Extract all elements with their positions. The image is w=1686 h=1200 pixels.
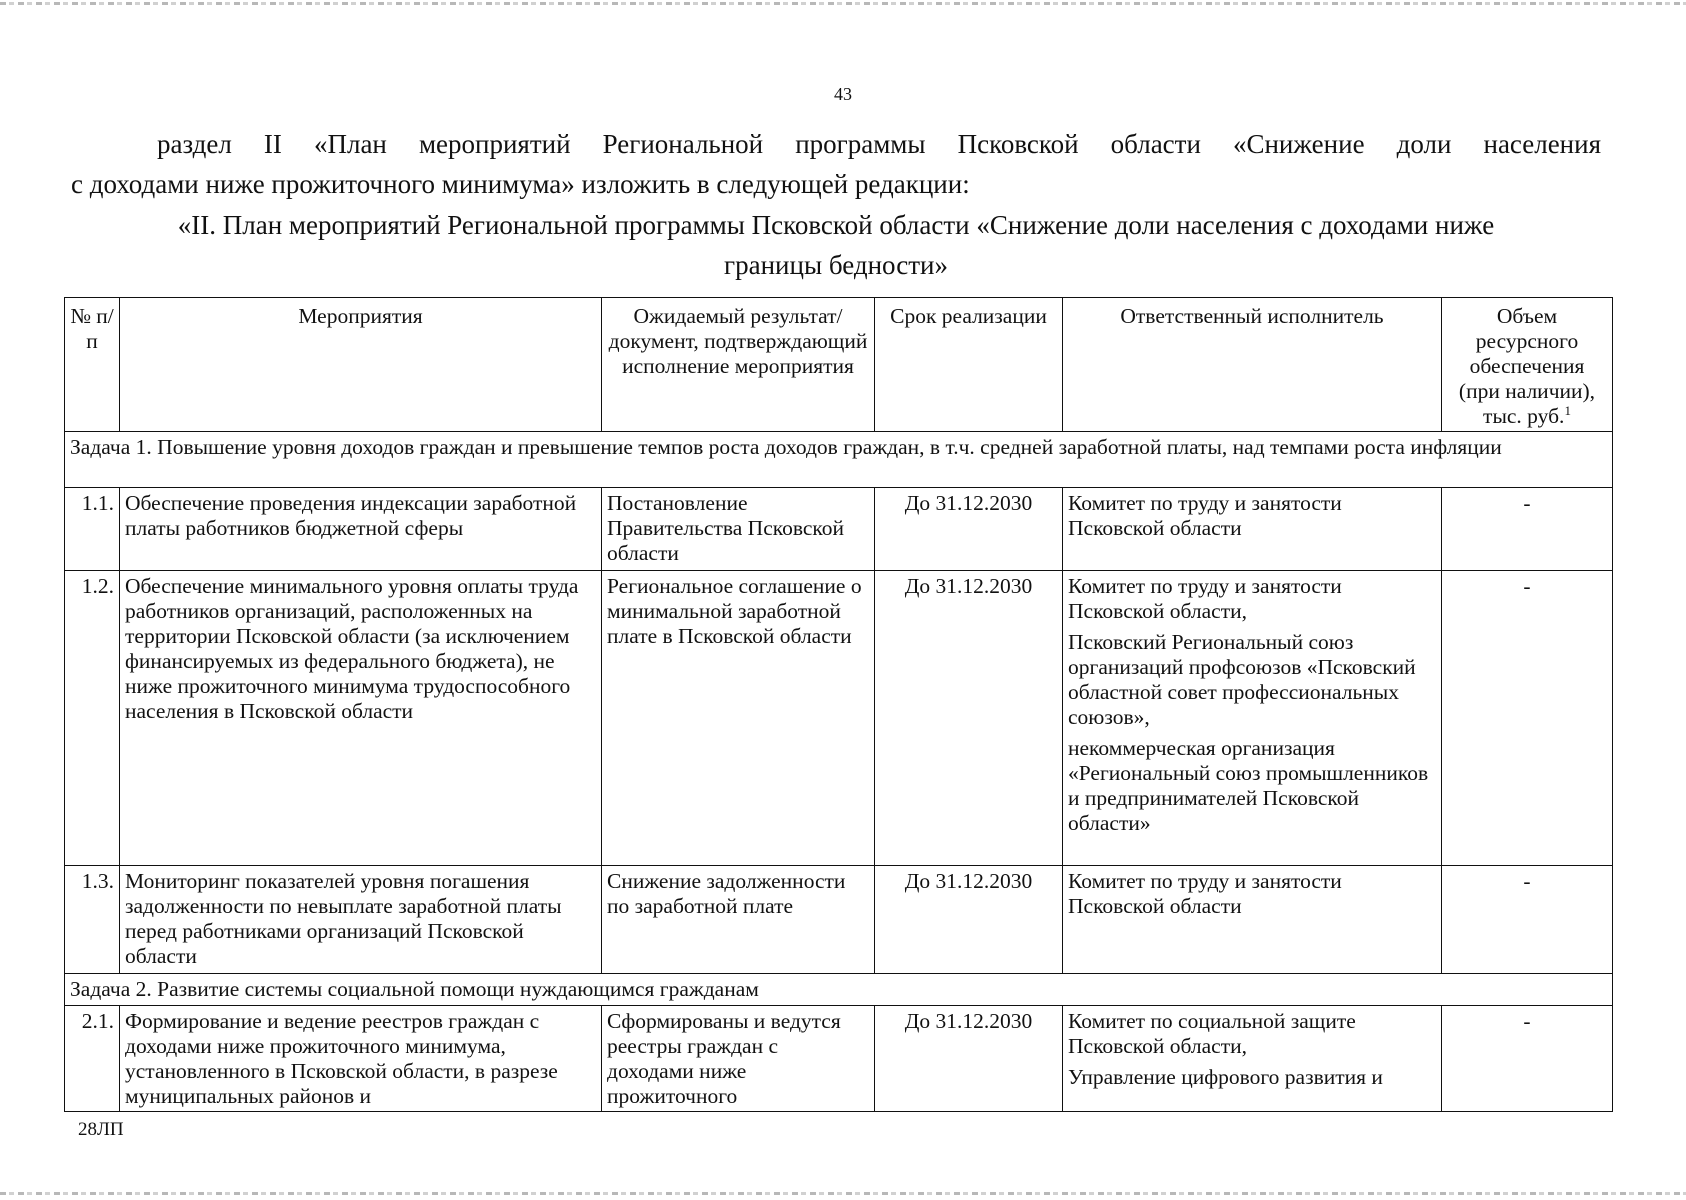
row-resources: - — [1442, 866, 1613, 974]
row-num: 2.1. — [65, 1006, 120, 1112]
header-result: Ожидаемый результат/документ, подтверждающий исполнение мероприятия — [602, 298, 875, 432]
table-row — [65, 571, 1613, 866]
activities-table — [64, 297, 1613, 1112]
scan-edge-bottom — [0, 1192, 1686, 1195]
executor-part: Комитет по социальной защите Псковской области, — [1068, 1009, 1356, 1058]
heading-line-2: границы бедности» — [724, 250, 948, 280]
row-resources: - — [1442, 488, 1613, 571]
task-row-1 — [65, 432, 1613, 488]
intro-paragraph — [71, 124, 1601, 204]
executor-part: Комитет по труду и занятости Псковской области — [1068, 491, 1342, 540]
task-1-text: Задача 1. Повышение уровня доходов граждан и превышение темпов роста доходов граждан, в т.ч. средней заработной платы, над темпами роста инфляции — [65, 432, 1613, 488]
header-resources — [1442, 298, 1613, 432]
row-term: До 31.12.2030 — [875, 571, 1063, 866]
row-result: Постановление Правительства Псковской области — [602, 488, 875, 571]
row-term: До 31.12.2030 — [875, 866, 1063, 974]
row-executor — [1063, 866, 1442, 974]
executor-part: Комитет по труду и занятости Псковской области, — [1068, 574, 1342, 623]
footnote-marker: 1 — [1564, 402, 1571, 418]
row-term: До 31.12.2030 — [875, 1006, 1063, 1112]
table-row — [65, 488, 1613, 571]
heading-line-1: «II. План мероприятий Региональной программы Псковской области «Снижение доли населения с доходами ниже — [177, 210, 1495, 240]
header-term: Срок реализации — [875, 298, 1063, 432]
row-resources: - — [1442, 571, 1613, 866]
header-executor: Ответственный исполнитель — [1063, 298, 1442, 432]
footer-code: 28ЛП — [78, 1119, 124, 1140]
row-num: 1.3. — [65, 866, 120, 974]
table-row — [65, 866, 1613, 974]
header-activity: Мероприятия — [120, 298, 602, 432]
task-2-text: Задача 2. Развитие системы социальной помощи нуждающимся гражданам — [65, 974, 1613, 1006]
scan-edge-top — [0, 2, 1686, 5]
row-term: До 31.12.2030 — [875, 488, 1063, 571]
row-result: Региональное соглашение о минимальной заработной плате в Псковской области — [602, 571, 875, 866]
executor-part: Псковский Региональный союз организаций профсоюзов «Псковский областной совет профессиональных союзов», — [1068, 630, 1416, 729]
row-activity: Мониторинг показателей уровня погашения задолженности по невыплате заработной платы перед работниками организаций Псковской области — [120, 866, 602, 974]
row-num: 1.1. — [65, 488, 120, 571]
row-executor — [1063, 571, 1442, 866]
row-executor — [1063, 1006, 1442, 1112]
row-result: Сформированы и ведутся реестры граждан с доходами ниже прожиточного — [602, 1006, 875, 1112]
section-heading — [71, 205, 1601, 285]
executor-part: Управление цифрового развития и — [1068, 1065, 1383, 1089]
task-row-2 — [65, 974, 1613, 1006]
row-activity: Обеспечение проведения индексации заработной платы работников бюджетной сферы — [120, 488, 602, 571]
intro-line-2: с доходами ниже прожиточного минимума» изложить в следующей редакции: — [71, 169, 970, 199]
table-header-row — [65, 298, 1613, 432]
page-number: 43 — [834, 84, 852, 104]
table-row — [65, 1006, 1613, 1112]
executor-part: некоммерческая организация «Региональный союз промышленников и предпринимателей Псковской области» — [1068, 736, 1429, 835]
row-activity: Формирование и ведение реестров граждан с доходами ниже прожиточного минимума, установленного в Псковской области, в разрезе муниципальных районов и — [120, 1006, 602, 1112]
row-executor — [1063, 488, 1442, 571]
header-resources-text: Объем ресурсного обеспечения (при наличии), тыс. руб. — [1458, 304, 1596, 428]
executor-part: Комитет по труду и занятости Псковской области — [1068, 869, 1342, 918]
header-num: № п/п — [65, 298, 120, 432]
row-num: 1.2. — [65, 571, 120, 866]
intro-line-1: раздел II «План мероприятий Региональной программы Псковской области «Снижение доли населения — [157, 129, 1601, 159]
row-activity: Обеспечение минимального уровня оплаты труда работников организаций, расположенных на территории Псковской области (за исключением финансируемых из федерального бюджета), не ниже прожиточного минимума трудоспособного населения в Псковской области — [120, 571, 602, 866]
row-resources: - — [1442, 1006, 1613, 1112]
row-result: Снижение задолженности по заработной плате — [602, 866, 875, 974]
